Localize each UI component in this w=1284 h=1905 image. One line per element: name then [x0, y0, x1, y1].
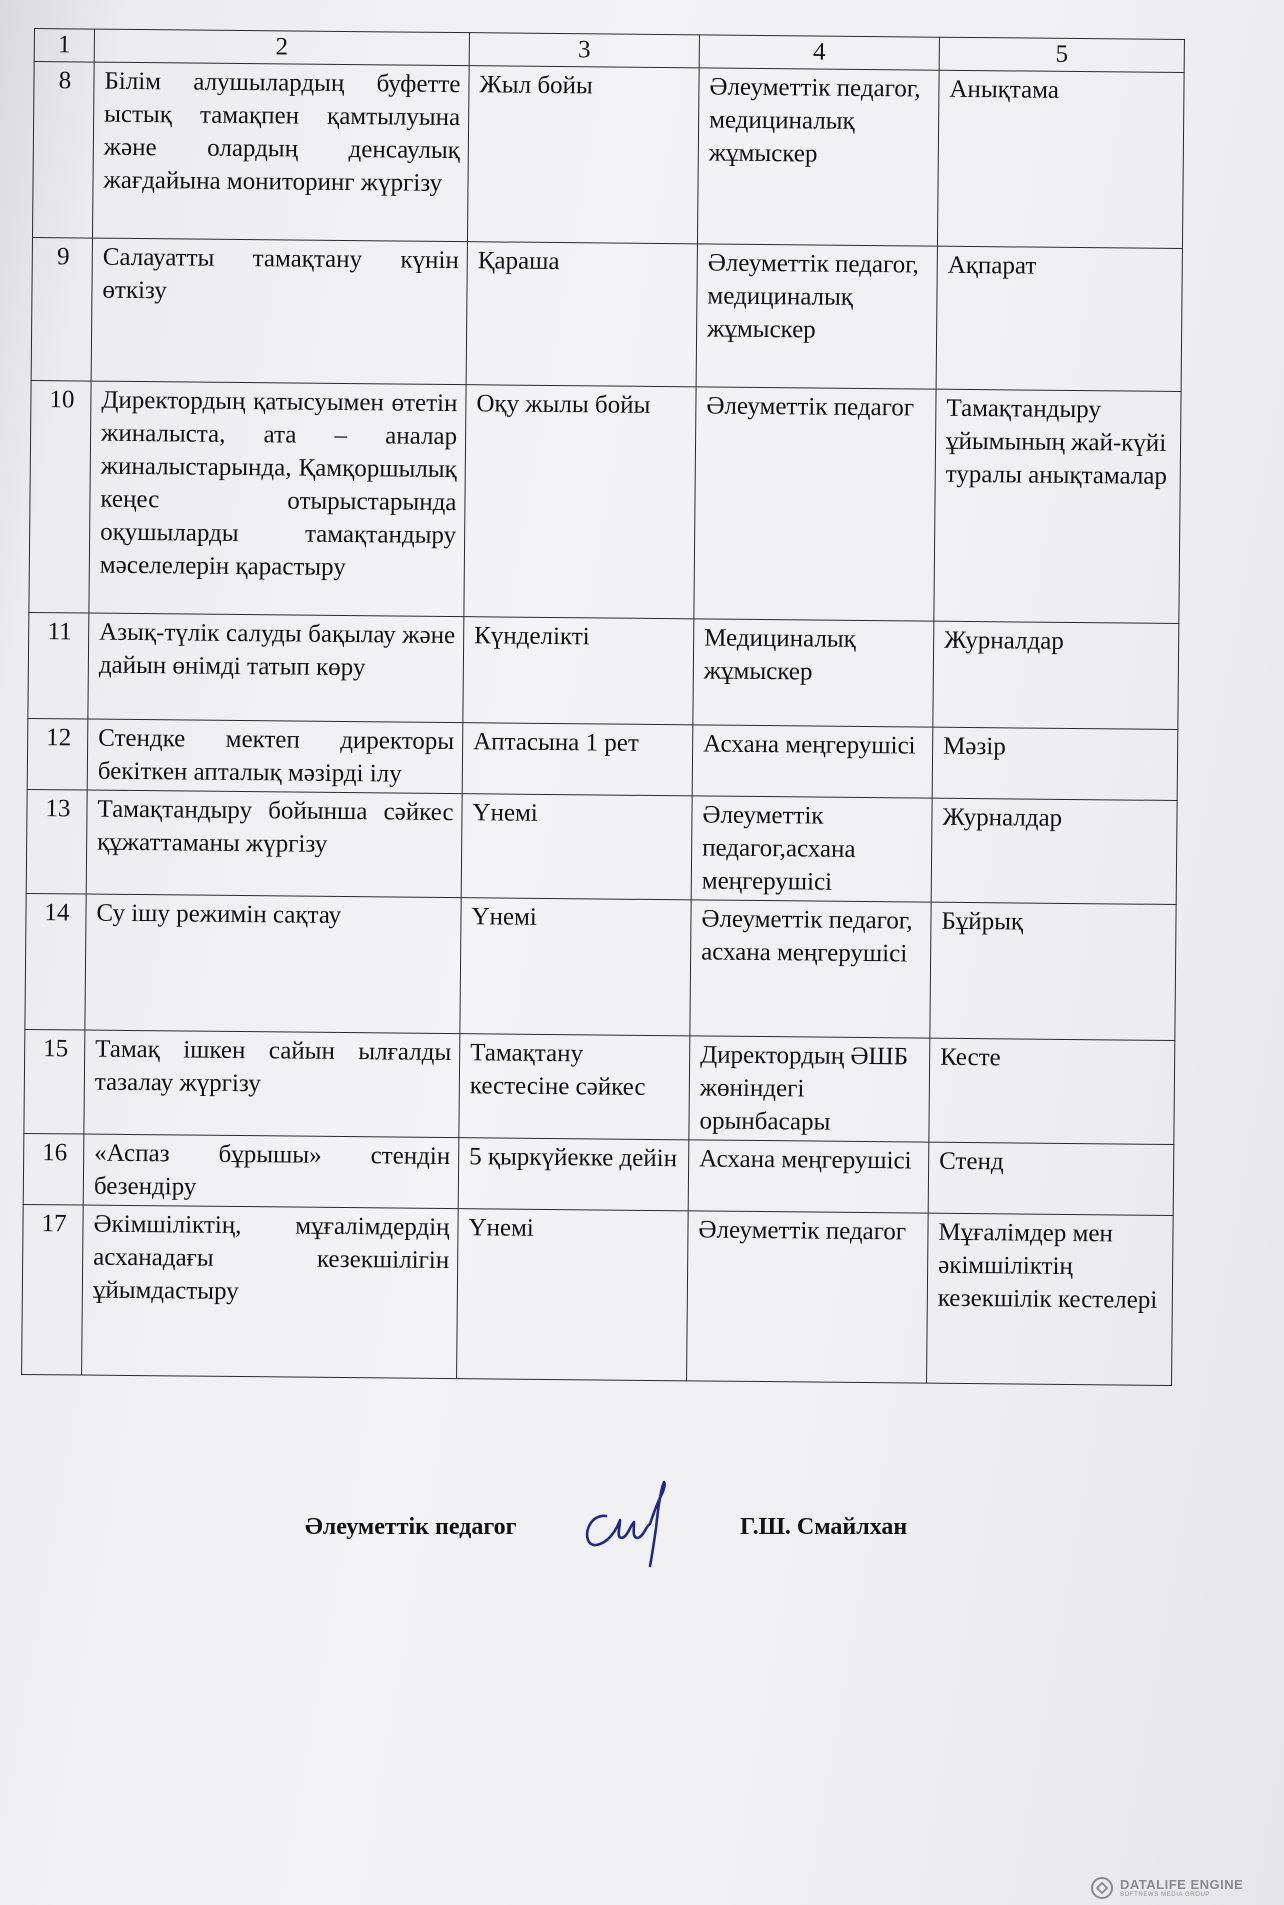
result-cell: Журналдар [931, 798, 1177, 904]
table-row [25, 893, 1176, 1040]
result-cell: Тамақтандыру ұйымының жай-күйі туралы анықтамалар [934, 389, 1181, 623]
row-number: 16 [23, 1133, 84, 1205]
activity-cell: Тамақтандыру бойынша сәйкес құжаттаманы жүргізу [86, 790, 462, 898]
activity-cell: «Аспаз бұрышы» стендін безендіру [83, 1134, 459, 1209]
table-row [32, 62, 1184, 249]
result-cell: Ақпарат [936, 246, 1182, 391]
period-cell: Күнделікті [463, 617, 694, 725]
responsible-cell: Әлеуметтік педагог, асхана меңгерушісі [690, 900, 931, 1038]
row-number: 9 [31, 237, 92, 381]
table-row [27, 718, 1178, 800]
watermark [1090, 1876, 1243, 1900]
activity-cell: Стендке мектеп директоры бекіткен апталық мәзірді ілу [87, 719, 463, 794]
period-cell: Тамақтану кестесіне сәйкес [459, 1034, 690, 1140]
row-number: 11 [28, 612, 89, 719]
column-header: 4 [699, 35, 939, 70]
period-cell: Қараша [466, 242, 697, 387]
table-row [26, 789, 1177, 904]
datalife-logo-icon [1090, 1876, 1114, 1900]
watermark-subtitle: SOFTNEWS MEDIA GROUP [1120, 1891, 1211, 1898]
table-row [31, 237, 1182, 391]
period-cell: 5 қыркүйекке дейін [458, 1138, 689, 1211]
activity-cell: Директордың қатысуымен өтетін жиналыста, ата – аналар жиналыстарында, Қамқоршылық кеңес отырыстарында оқушыларды тамақтандыру мәселелерін қарастыру [89, 381, 466, 617]
activity-plan-table [21, 28, 1185, 1386]
result-cell: Анықтама [937, 70, 1184, 248]
result-cell: Стенд [928, 1142, 1174, 1215]
signature-icon [580, 1470, 695, 1570]
responsible-cell: Әлеуметтік педагог,асхана меңгерушісі [691, 796, 932, 902]
row-number: 14 [25, 893, 86, 1030]
result-cell: Бұйрық [930, 902, 1176, 1040]
responsible-cell: Әлеуметтік педагог, медициналық жұмыскер [696, 244, 937, 389]
watermark-title: DATALIFE ENGINE [1120, 1876, 1244, 1892]
column-header: 2 [94, 29, 469, 66]
row-number: 12 [27, 718, 88, 790]
table-row [28, 612, 1179, 729]
table-row [22, 1204, 1174, 1385]
activity-cell: Салауатты тамақтану күнін өткізу [91, 238, 467, 385]
period-cell: Үнемі [457, 1209, 689, 1381]
result-cell: Журналдар [933, 621, 1179, 729]
signatory-role: Әлеуметтік педагог [305, 1514, 517, 1540]
activity-cell: Тамақ ішкен сайын ылғалды тазалау жүргізу [84, 1030, 460, 1138]
activity-cell: Азық-түлік салуды бақылау және дайын өнімді татып көру [88, 613, 464, 723]
column-header: 3 [469, 33, 699, 68]
responsible-cell: Әлеуметтік педагог [687, 1211, 929, 1383]
row-number: 8 [32, 62, 94, 239]
column-header: 5 [939, 37, 1184, 72]
responsible-cell: Асхана меңгерушісі [688, 1140, 929, 1213]
responsible-cell: Әлеуметтік педагог [694, 387, 936, 621]
responsible-cell: Асхана меңгерушісі [692, 725, 933, 798]
period-cell: Үнемі [460, 898, 691, 1036]
period-cell: Жыл бойы [467, 66, 699, 244]
signatory-name: Г.Ш. Смайлхан [740, 1514, 908, 1540]
period-cell: Оқу жылы бойы [464, 385, 696, 619]
row-number: 13 [26, 789, 87, 894]
result-cell: Мұғалімдер мен әкімшіліктің кезекшілік кестелері [927, 1213, 1174, 1385]
period-cell: Аптасына 1 рет [462, 723, 693, 796]
result-cell: Мәзір [932, 727, 1178, 800]
responsible-cell: Әлеуметтік педагог, медициналық жұмыскер [697, 68, 939, 246]
responsible-cell: Медициналық жұмыскер [693, 619, 934, 727]
activity-cell: Әкімшіліктің, мұғалімдердің асханадағы кезекшілігін ұйымдастыру [82, 1205, 459, 1379]
result-cell: Кесте [929, 1038, 1175, 1144]
row-number: 10 [29, 380, 91, 613]
period-cell: Үнемі [461, 794, 692, 900]
column-header: 1 [34, 29, 94, 63]
table-row [24, 1029, 1175, 1144]
row-number: 15 [24, 1029, 85, 1134]
table-row [29, 380, 1181, 623]
row-number: 17 [22, 1204, 84, 1375]
responsible-cell: Директордың ӘШБ жөніндегі орынбасары [689, 1036, 930, 1142]
activity-cell: Су ішу режимін сақтау [85, 894, 461, 1034]
activity-cell: Білім алушылардың буфетте ыстық тамақпен қамтылуына және олардың денсаулық жағдайына мониторинг жүргізу [92, 62, 469, 242]
table-row [23, 1133, 1174, 1215]
signature-block [0, 1500, 1284, 1560]
